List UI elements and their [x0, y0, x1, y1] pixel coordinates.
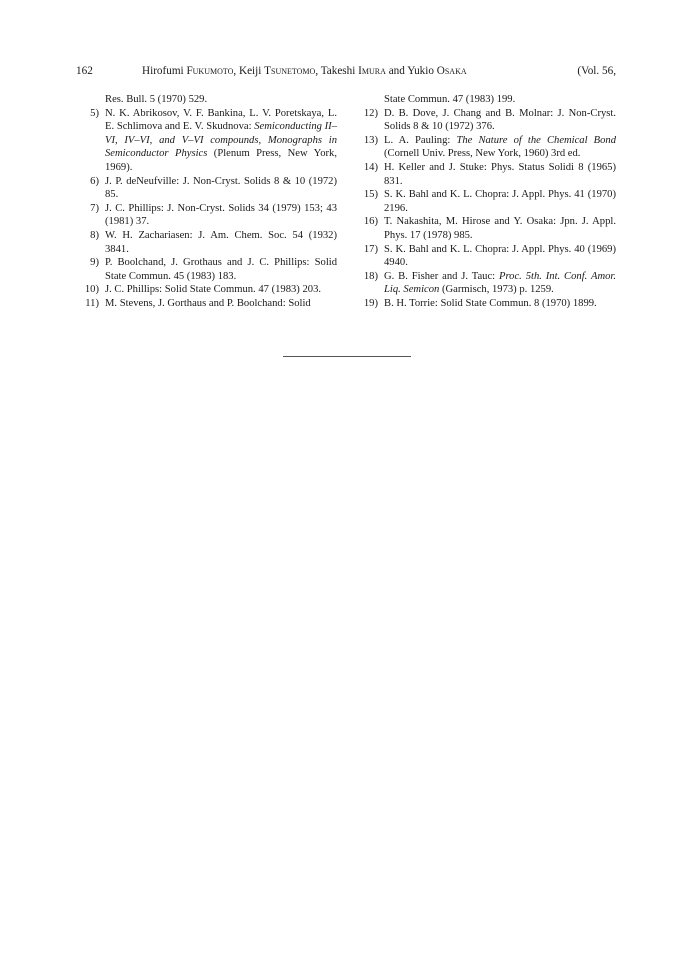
reference-text: L. A. Pauling: The Nature of the Chemical Bond (Cornell Univ. Press, New York, 1960) 3rd ed.: [384, 134, 617, 160]
reference-item: [75, 283, 337, 297]
reference-text: B. H. Torrie: Solid State Commun. 8 (1970) 1899.: [384, 297, 597, 309]
reference-item: [75, 297, 337, 311]
reference-item: [354, 243, 616, 270]
author: Hirofumi Fukumoto,: [142, 65, 239, 77]
reference-number: 16): [363, 216, 378, 228]
reference-number: 17): [363, 243, 378, 255]
reference-item: [354, 188, 616, 215]
author-line: [142, 63, 467, 79]
reference-text: H. Keller and J. Stuke: Phys. Status Solidi 8 (1965) 831.: [384, 161, 616, 187]
reference-item: [75, 202, 337, 229]
page-number: 162: [76, 65, 93, 77]
reference-text: N. K. Abrikosov, V. F. Bankina, L. V. Poretskaya, L. E. Schlimova and E. V. Skudnova: Semiconducting II–VI, IV–VI, and V–VI compounds, Monographs in Semiconductor Physics (Plenum Press, New York, 1969).: [105, 107, 337, 173]
reference-number: 19): [363, 297, 378, 309]
references-right-column: [354, 93, 616, 311]
reference-number: 15): [363, 189, 378, 201]
reference-text: P. Boolchand, J. Grothaus and J. C. Phillips: Solid State Commun. 45 (1983) 183.: [105, 257, 337, 282]
reference-number: 18): [363, 270, 378, 282]
reference-text: J. P. deNeufville: J. Non-Cryst. Solids 8 & 10 (1972) 85.: [105, 175, 337, 201]
running-header: [76, 63, 616, 79]
reference-number: 5): [90, 107, 99, 119]
reference-item: [75, 256, 337, 283]
reference-item: [354, 161, 616, 188]
reference-text: M. Stevens, J. Gorthaus and P. Boolchand: Solid: [105, 297, 311, 309]
reference-item: [75, 175, 337, 202]
reference-list: [354, 107, 616, 311]
reference-number: 10): [84, 284, 99, 296]
reference-text: J. C. Phillips: Solid State Commun. 47 (1983) 203.: [105, 284, 322, 296]
reference-item: [354, 297, 616, 311]
reference-number: 9): [90, 257, 99, 269]
reference-text: D. B. Dove, J. Chang and B. Molnar: J. Non-Cryst. Solids 8 & 10 (1972) 376.: [384, 107, 616, 133]
reference-text: S. K. Bahl and K. L. Chopra: J. Appl. Phys. 41 (1970) 2196.: [384, 189, 616, 214]
reference-number: 11): [85, 297, 99, 309]
reference-text: J. C. Phillips: J. Non-Cryst. Solids 34 (1979) 153; 43 (1981) 37.: [105, 202, 337, 228]
reference-number: 7): [90, 202, 99, 214]
reference-item: [354, 107, 616, 134]
end-rule: [283, 356, 411, 357]
reference-item: [354, 134, 616, 161]
reference-number: 8): [90, 229, 99, 241]
reference-text: T. Nakashita, M. Hirose and Y. Osaka: Jpn. J. Appl. Phys. 17 (1978) 985.: [384, 216, 616, 241]
reference-list: [75, 107, 337, 311]
reference-text: W. H. Zachariasen: J. Am. Chem. Soc. 54 (1932) 3841.: [105, 229, 337, 255]
reference-number: 12): [363, 107, 378, 119]
author: Yukio Osaka: [407, 65, 467, 77]
reference-number: 13): [363, 134, 378, 146]
author: Keiji Tsunetomo,: [239, 65, 321, 77]
reference-continuation: Res. Bull. 5 (1970) 529.: [105, 94, 208, 105]
reference-item: [354, 270, 616, 297]
reference-continuation: State Commun. 47 (1983) 199.: [384, 94, 516, 105]
reference-number: 6): [90, 175, 99, 187]
author: Takeshi Imura and: [320, 65, 408, 77]
reference-item: [354, 215, 616, 242]
references-left-column: [75, 93, 337, 311]
reference-text: G. B. Fisher and J. Tauc: Proc. 5th. Int. Conf. Amor. Liq. Semicon (Garmisch, 1973) p. 1259.: [384, 270, 616, 296]
reference-text: S. K. Bahl and K. L. Chopra: J. Appl. Phys. 40 (1969) 4940.: [384, 243, 616, 269]
reference-item: [75, 229, 337, 256]
reference-number: 14): [363, 161, 378, 173]
volume-label: (Vol. 56,: [577, 65, 616, 77]
reference-item: [75, 107, 337, 175]
